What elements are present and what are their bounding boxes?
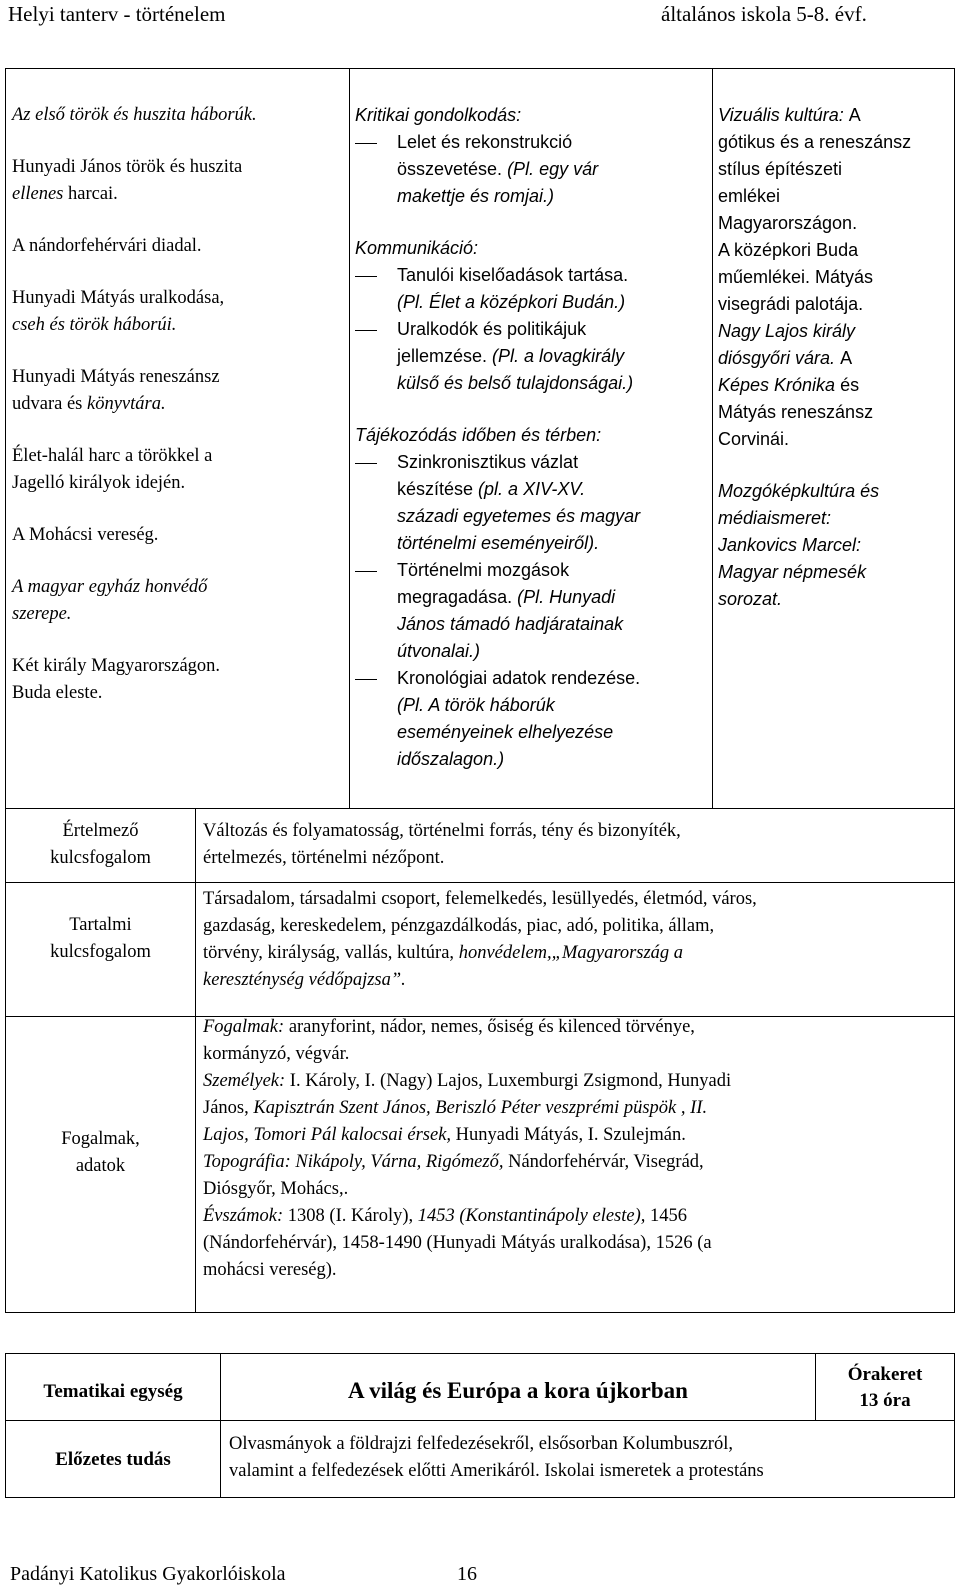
skill-item: Szinkronisztikus vázlat készítése (pl. a XIV-XV. századi egyetemes és magyar történelmi eseményeiről). (355, 449, 710, 557)
skill-heading-orientation: Tájékozódás időben és térben: (355, 425, 602, 445)
skill-heading-critical: Kritikai gondolkodás: (355, 105, 522, 125)
topic-jagello: Élet-halál harc a törökkel a (12, 446, 213, 466)
page-number: 16 (457, 1563, 477, 1585)
skill-item: Uralkodók és politikájuk jellemzése. (Pl. a lovagkirály külső és belső tulajdonságai.) (355, 316, 710, 397)
topics-column: Az első török és huszita háborúk. Hunyadi János török és huszita ellenes harcai. A nándorfehérvári diadal. Hunyadi Mátyás uralkodása, cseh és török háborúi. Hunyadi Mátyás reneszánsz udvara és könyvtára. Élet-halál harc a törökkel a Jagelló királyok idején. A Mohácsi vereség. A magyar egyház honvédő szerepe. Két király Magyarországon. Buda eleste. (12, 102, 344, 707)
header-grade: általános iskola 5-8. évf. (661, 2, 867, 26)
connection-heading-media: Mozgóképkultúra és (718, 481, 880, 501)
row-content-content: Társadalom, társadalmi csoport, felemelkedés, lesüllyedés, életmód, város, gazdaság, kereskedelem, pénzgazdálkodás, piac, adó, politika, állam, törvény, királyság, vallás, kultúra, honvédelem,„Magyarország a kereszténység védőpajzsa”. (203, 889, 757, 990)
theme-unit-label: Tematikai egység (43, 1381, 183, 1402)
connections-column: Vizuális kultúra: A gótikus és a reneszánsz stílus építészeti emlékei Magyarországon. A középkori Buda műemlékei. Mátyás visegrádi palotája. Nagy Lajos király diósgyőri vára. A Képes Krónika és Mátyás reneszánsz Corvinái. Mozgóképkultúra és médiaismeret: Jankovics Marcel: Magyar népmesék sorozat. (718, 102, 954, 613)
row-content-interpretive: Változás és folyamatosság, történelmi forrás, tény és bizonyíték, értelmezés, történelmi nézőpont. (203, 821, 681, 868)
hours-label: Órakeret (847, 1364, 923, 1385)
prior-knowledge-text: Olvasmányok a földrajzi felfedezésekről, elsősorban Kolumbuszról, valamint a felfedezések előtti Amerikáról. Iskolai ismeretek a protestáns (229, 1434, 764, 1481)
skills-column (355, 102, 710, 773)
skill-item: Kronológiai adatok rendezése. (Pl. A török háborúk eseményeinek elhelyezése időszalagon.) (355, 665, 710, 773)
topic-mohacs: A Mohácsi vereség. (12, 525, 159, 545)
row-content-concepts: Fogalmak: aranyforint, nádor, nemes, ősiség és kilenced törvénye, kormányzó, végvár. Személyek: I. Károly, I. (Nagy) Lajos, Luxemburgi Zsigmond, Hunyadi János, Kapisztrán Szent János, Beriszló Péter veszprémi püspök , II. Lajos, Tomori Pál kalocsai érsek, Hunyadi Mátyás, I. Szulejmán. Topográfia: Nikápoly, Várna, Rigómező, Nándorfehérvár, Visegrád, Diósgyőr, Mohács,. Évszámok: 1308 (I. Károly), 1453 (Konstantinápoly eleste), 1456 (Nándorfehérvár), 1458-1490 (Hunyadi Mátyás uralkodása), 1526 (a mohácsi vereség). (203, 1017, 732, 1280)
row-label-concepts: Fogalmak, adatok (61, 1129, 140, 1176)
skill-item: Tanulói kiselőadások tartása. (Pl. Élet a középkori Budán.) (355, 262, 710, 316)
hours-value: 13 óra (859, 1390, 911, 1411)
theme-unit-title: A világ és Európa a kora újkorban (348, 1378, 688, 1403)
topic-nandorfehervar: A nándorfehérvári diadal. (12, 236, 202, 256)
row-label-interpretive: Értelmező kulcsfogalom (50, 821, 151, 868)
skill-heading-communication: Kommunikáció: (355, 238, 479, 258)
topic-heading: Az első török és huszita háborúk. (12, 105, 257, 125)
footer-school: Padányi Katolikus Gyakorlóiskola (10, 1563, 286, 1585)
topic-church: A magyar egyház honvédő (12, 577, 208, 597)
header-title: Helyi tanterv - történelem (8, 2, 226, 26)
skill-item: Történelmi mozgások megragadása. (Pl. Hunyadi János támadó hadjáratainak útvonalai.) (355, 557, 710, 665)
row-label-content: Tartalmi kulcsfogalom (50, 915, 151, 962)
topic-hunyadi-janos: Hunyadi János török és huszita (12, 157, 243, 177)
hours-box (816, 1362, 954, 1414)
skill-item: Lelet és rekonstrukció összevetése. (Pl. egy vár makettje és romjai.) (355, 129, 710, 210)
topic-renaissance-court: Hunyadi Mátyás reneszánsz (12, 367, 220, 387)
connection-heading-visual: Vizuális kultúra: (718, 105, 849, 125)
topic-hunyadi-matyas: Hunyadi Mátyás uralkodása, (12, 288, 225, 308)
prior-knowledge-label: Előzetes tudás (55, 1449, 171, 1470)
topic-two-kings: Két király Magyarországon. (12, 656, 221, 676)
